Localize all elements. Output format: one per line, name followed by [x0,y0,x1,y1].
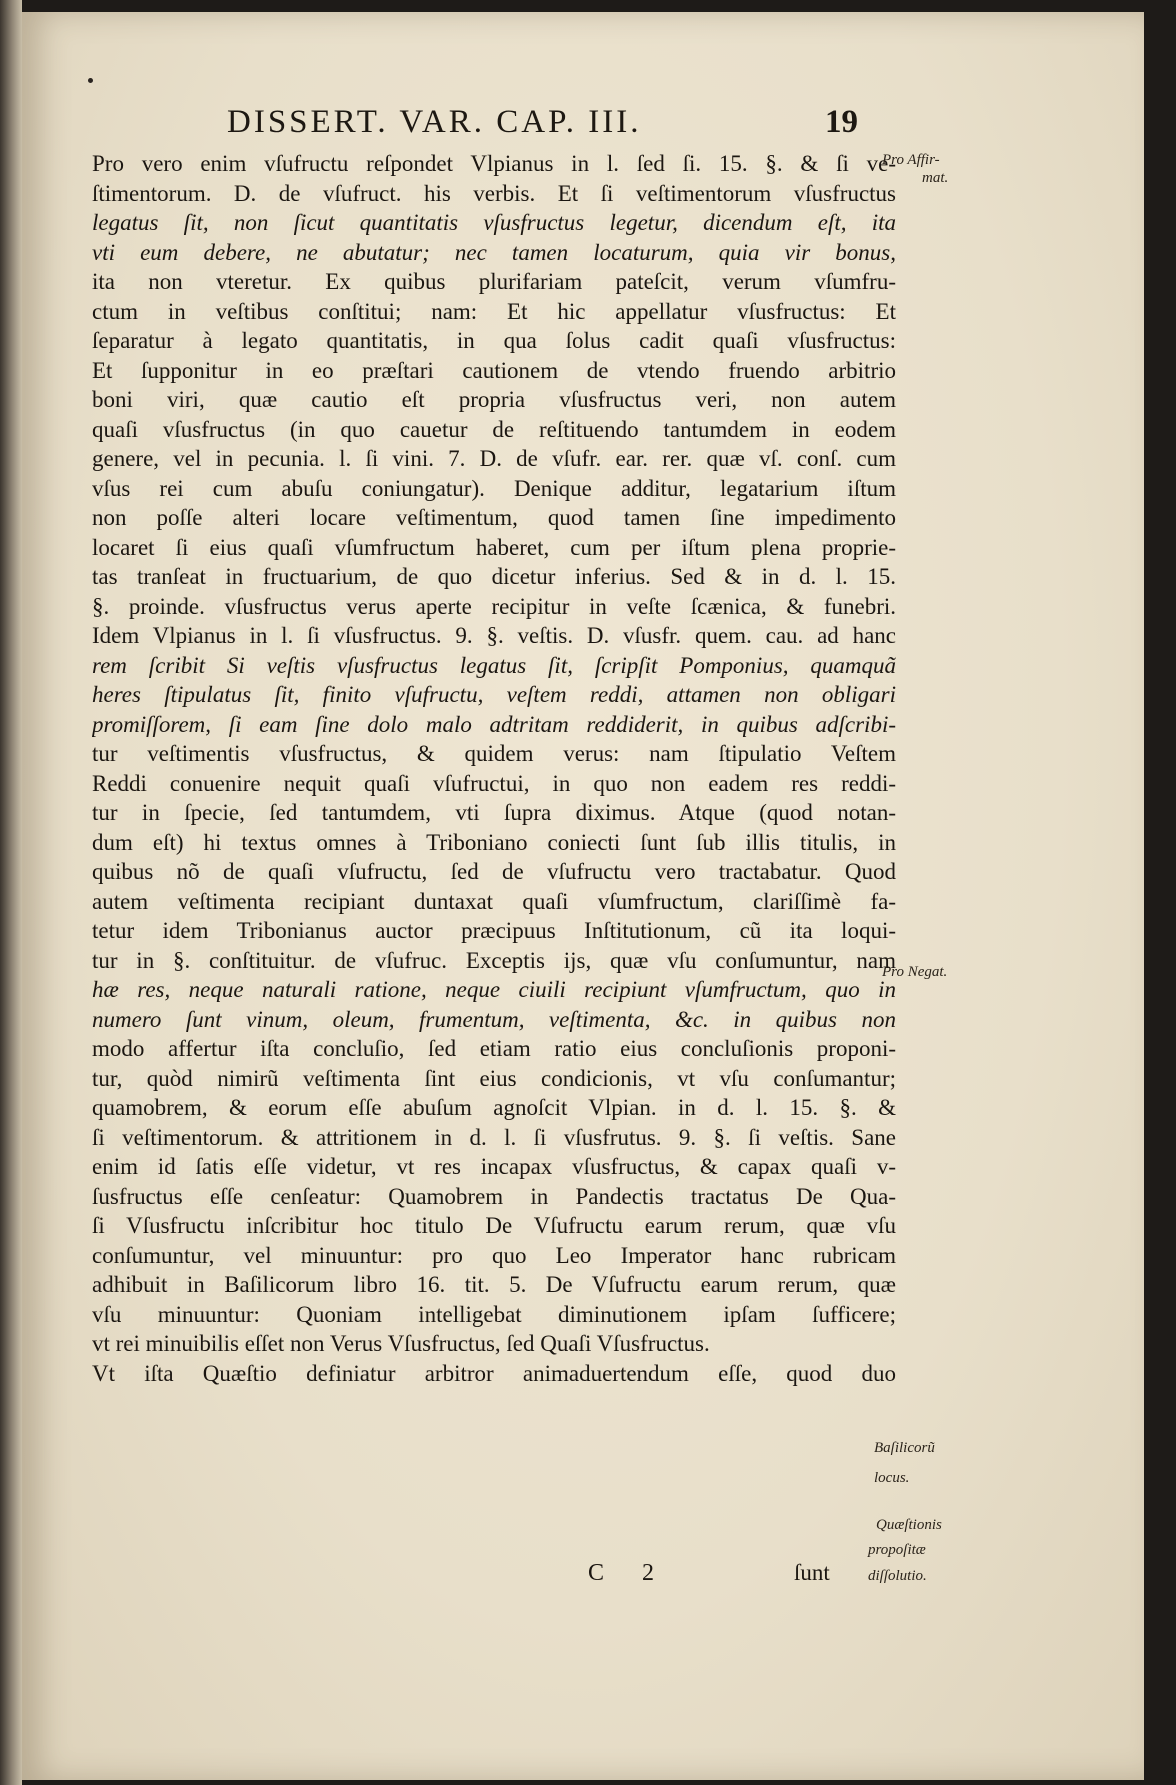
previous-page-edge [0,0,22,1785]
text-line: numero ſunt vinum, oleum, frumentum, veſtimenta, &c. in quibus non [92,1006,896,1032]
margin-note-quaestionis: Quæſtionis [876,1517,942,1533]
text-line: Pro vero enim vſufructu reſpondet Vlpianus in l. ſed ſi. 15. §. & ſi ve- [92,151,896,176]
text-line: vti eum debere, ne abutatur; nec tamen locaturum, quia vir bonus, [92,239,896,265]
text-line: non poſſe alteri locare veſtimentum, quod tamen ſine impedimento [92,505,896,530]
text-line: ſusfructus eſſe cenſeatur: Quamobrem in Pandectis tractatus De Qua- [92,1183,896,1209]
margin-note-basilicorum-cont: locus. [874,1470,910,1486]
text-line: Reddi conuenire nequit quaſi vſufructui, in quo non eadem res reddi- [92,770,896,796]
text-line: ita non vteretur. Ex quibus plurifariam pateſcit, verum vſumfru- [92,269,896,294]
text-line: ſeparatur à legato quantitatis, in qua ſolus cadit quaſi vſusfructus: [92,328,896,353]
text-line: legatus ſit, non ſicut quantitatis vſusfructus legetur, dicendum eſt, ita [92,210,896,235]
text-line: ctum in veſtibus conſtitui; nam: Et hic appellatur vſusfructus: Et [92,298,896,324]
text-line: tur in §. conſtituitur. de vſufruc. Exceptis ijs, quæ vſu conſumuntur, nam [92,947,896,973]
text-line: autem veſtimenta recipiant duntaxat quaſi vſumfructum, clariſſimè fa- [92,888,896,914]
ink-speck [88,78,93,83]
text-line: Vt iſta Quæſtio definiatur arbitror animaduertendum eſſe, quod duo [92,1360,896,1386]
margin-note-pro-negat: Pro Negat. [882,964,948,980]
margin-note-pro-affirmat: Pro Affir- [882,152,940,168]
text-line: boni viri, quæ cautio eſt propria vſusfructus veri, non autem [92,387,896,412]
text-line: vt rei minuibilis eſſet non Verus Vſusfructus, ſed Quaſi Vſusfructus. [92,1331,710,1356]
text-line: tur, quòd nimirũ veſtimenta ſint eius condicionis, vt vſu conſumantur; [92,1065,896,1091]
text-line: tetur idem Tribonianus auctor præcipuus Inſtitutionum, cũ ita loqui- [92,918,896,943]
text-line: ſi Vſusfructu inſcribitur hoc titulo De Vſufructu earum rerum, quæ vſu [92,1213,896,1238]
text-line: Idem Vlpianus in l. ſi vſusfructus. 9. §. veſtis. D. vſusfr. quem. cau. ad hanc [92,623,896,648]
text-line: vſus rei cum abuſu coniungatur). Denique additur, legatarium iſtum [92,475,896,501]
text-line: quamobrem, & eorum eſſe abuſum agnoſcit Vlpian. in d. l. 15. §. & [92,1095,896,1120]
text-line: Et ſupponitur in eo præſtari cautionem de vtendo fruendo arbitrio [92,357,896,383]
text-line: tur veſtimentis vſusfructus, & quidem verus: nam ſtipulatio Veſtem [92,741,896,766]
text-line: conſumuntur, vel minuuntur: pro quo Leo Imperator hanc rubricam [92,1242,896,1268]
running-head-title: DISSERT. VAR. CAP. III. [227,104,642,140]
text-line: tur in ſpecie, ſed tantumdem, vti ſupra diximus. Atque (quod notan- [92,800,896,825]
text-line: promiſſorem, ſi eam ſine dolo malo adtritam reddiderit, in quibus adſcribi- [92,711,896,737]
text-line: rem ſcribit Si veſtis vſusfructus legatus ſit, ſcripſit Pomponius, quamquã [92,652,896,678]
catchword: ſunt [794,1560,830,1585]
text-line: quibus nõ de quaſi vſufructu, ſed de vſufructu vero tractabatur. Quod [92,859,896,884]
book-page [22,12,1144,1780]
text-line: modo affertur iſta concluſio, ſed etiam ratio eius concluſionis proponi- [92,1036,896,1061]
margin-note-basilicorum: Baſilicorũ [874,1440,935,1456]
body-text [92,149,896,1388]
running-head [227,104,1027,148]
text-line: quaſi vſusfructus (in quo cauetur de reſtituendo tantumdem in eodem [92,416,896,442]
text-line: ſi veſtimentorum. & attritionem in d. l. ſi vſusfrutus. 9. §. ſi veſtis. Sane [92,1124,896,1150]
text-line: heres ſtipulatus ſit, finito vſufructu, veſtem reddi, attamen non obligari [92,682,896,707]
text-line: ſtimentorum. D. de vſufruct. his verbis. Et ſi veſtimentorum vſusfructus [92,180,896,206]
text-line: locaret ſi eius quaſi vſumfructum haberet, cum per iſtum plena proprie- [92,534,896,560]
margin-note-pro-affirmat-cont: mat. [922,170,949,186]
text-line: dum eſt) hi textus omnes à Triboniano coniecti ſunt ſub illis titulis, in [92,829,896,855]
text-line: adhibuit in Baſilicorum libro 16. tit. 5. De Vſufructu earum rerum, quæ [92,1272,896,1297]
text-line: hæ res, neque naturali ratione, neque ciuili recipiunt vſumfructum, quo in [92,977,896,1002]
text-line: enim id ſatis eſſe videtur, vt res incapax vſusfructus, & capax quaſi v- [92,1154,896,1179]
text-line: vſu minuuntur: Quoniam intelligebat diminutionem ipſam ſufficere; [92,1301,896,1327]
margin-note-quaestionis-cont: propoſitæ [868,1542,926,1558]
signature-mark: C 2 [588,1560,671,1586]
margin-note-quaestionis-end: diſſolutio. [868,1568,927,1584]
page-number: 19 [825,104,858,140]
text-line: genere, vel in pecunia. l. ſi vini. 7. D. de vſufr. ear. rer. quæ vſ. conſ. cum [92,446,896,471]
text-line: tas tranſeat in fructuarium, de quo dicetur inferius. Sed & in d. l. 15. [92,564,896,589]
text-line: §. proinde. vſusfructus verus aperte recipitur in veſte ſcænica, & funebri. [92,593,896,619]
